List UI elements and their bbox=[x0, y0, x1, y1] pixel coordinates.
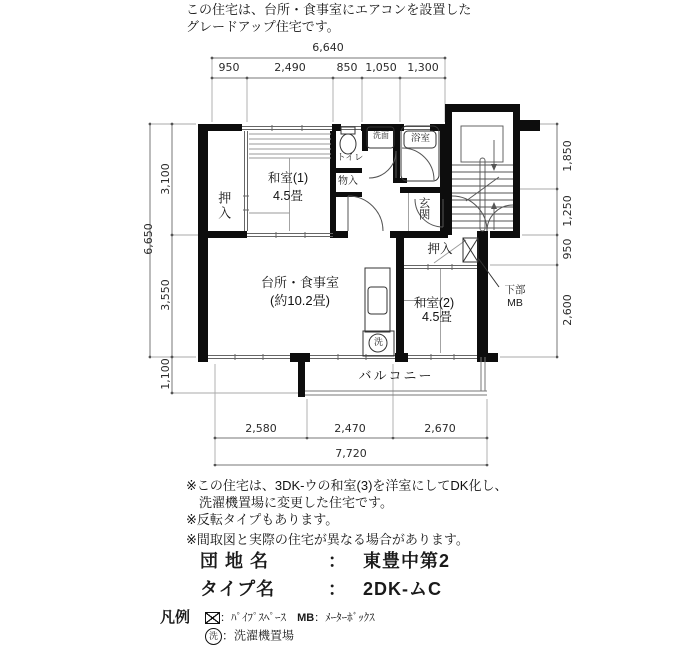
type-colon: ： bbox=[328, 579, 347, 599]
legend-ps-label: ：ﾊﾟｲﾌﾟｽﾍﾟｰｽ bbox=[220, 612, 286, 624]
legend-title: 凡例 bbox=[160, 609, 191, 626]
danchi-colon: ： bbox=[328, 551, 347, 571]
room-washitsu2-size: 4.5畳 bbox=[422, 310, 452, 324]
staircase bbox=[452, 126, 513, 231]
toilet-icon bbox=[340, 134, 356, 154]
dimension-ticks bbox=[149, 57, 559, 467]
room-oshiire2-label: 押入 bbox=[427, 242, 453, 256]
room-senmen-label: 洗面 bbox=[373, 131, 389, 140]
toilet-tank-icon bbox=[341, 127, 355, 134]
dim-top-seg2: 2,490 bbox=[274, 61, 306, 74]
type-name-label: タイプ名 bbox=[200, 579, 276, 599]
dim-right-seg2: 1,250 bbox=[560, 195, 574, 227]
room-dk-size: (約10.2畳) bbox=[270, 293, 330, 308]
room-washitsu2-label: 和室(2) bbox=[413, 296, 455, 310]
dim-bottom-seg1: 2,580 bbox=[245, 422, 277, 435]
danchi-name-value: 東豊中第2 bbox=[363, 551, 451, 571]
dim-top-seg5: 1,300 bbox=[407, 61, 439, 74]
legend-mb-symbol: MB bbox=[297, 612, 315, 624]
dim-top-total: 6,640 bbox=[312, 41, 344, 54]
dim-left-seg2: 3,550 bbox=[158, 279, 172, 311]
dim-right-seg3: 950 bbox=[560, 238, 574, 260]
balcony-label: バルコニー bbox=[358, 368, 434, 383]
dim-right-seg4: 2,600 bbox=[560, 294, 574, 326]
note-line4: ※間取図と実際の住宅が異なる場合があります。 bbox=[186, 532, 469, 547]
laundry-circle-legend-icon: 洗 bbox=[205, 628, 222, 645]
room-bath-label: 浴室 bbox=[410, 133, 430, 144]
dim-bottom-total: 7,720 bbox=[335, 447, 367, 460]
room-monoire-label: 物入 bbox=[338, 176, 358, 187]
note-line2: 洗濯機置場に変更した住宅です。 bbox=[199, 495, 393, 510]
note-line3: ※反転タイプもあります。 bbox=[186, 512, 339, 527]
dimension-lines bbox=[150, 58, 557, 465]
dim-left-seg1: 3,100 bbox=[158, 163, 172, 195]
laundry-symbol-on-plan: 洗 bbox=[373, 337, 383, 347]
room-toilet-label: トイレ bbox=[336, 152, 364, 162]
legend-laundry-label: ：洗濯機置場 bbox=[222, 628, 295, 643]
kitchen-counter-icon bbox=[365, 268, 390, 332]
mb-label-line2: MB bbox=[507, 297, 523, 309]
kitchen-sink-icon bbox=[368, 287, 387, 314]
room-genkan-label: 玄関 bbox=[417, 197, 430, 220]
legend-row1 bbox=[205, 612, 375, 624]
dim-right-seg1: 1,850 bbox=[560, 140, 574, 172]
danchi-name-label: 団 地 名 bbox=[200, 551, 270, 571]
dim-top-seg3: 850 bbox=[336, 61, 358, 74]
room-washitsu1-size: 4.5畳 bbox=[273, 189, 303, 203]
room-dk-label: 台所・食事室 bbox=[260, 275, 339, 290]
header-note-line2: グレードアップ住宅です。 bbox=[186, 19, 340, 34]
type-name-value: 2DK-ムC bbox=[363, 579, 443, 599]
dim-bottom-seg3: 2,670 bbox=[424, 422, 456, 435]
legend-row2 bbox=[205, 628, 294, 645]
extension-lines bbox=[152, 58, 555, 463]
dim-bottom-seg2: 2,470 bbox=[334, 422, 366, 435]
note-line1: ※この住宅は、3DK-ウの和室(3)を洋室にしてDK化し、 bbox=[186, 478, 508, 493]
header-note-line1: この住宅は、台所・食事室にエアコンを設置した bbox=[186, 2, 472, 17]
dim-top-seg4: 1,050 bbox=[365, 61, 397, 74]
room-oshiire1-label: 押入 bbox=[216, 191, 232, 221]
pipe-space-icon bbox=[205, 612, 220, 624]
stair-arrows bbox=[491, 164, 497, 209]
legend-mb-label: ：ﾒｰﾀｰﾎﾞｯｸｽ bbox=[314, 612, 375, 624]
mb-label-line1: 下部 bbox=[504, 284, 526, 296]
danchi-name-row bbox=[200, 552, 450, 572]
room-washitsu1-label: 和室(1) bbox=[267, 171, 309, 185]
dim-left-total: 6,650 bbox=[141, 223, 155, 255]
dim-top-seg1: 950 bbox=[218, 61, 240, 74]
dim-left-seg3: 1,100 bbox=[158, 358, 172, 390]
type-name-row bbox=[200, 580, 442, 600]
